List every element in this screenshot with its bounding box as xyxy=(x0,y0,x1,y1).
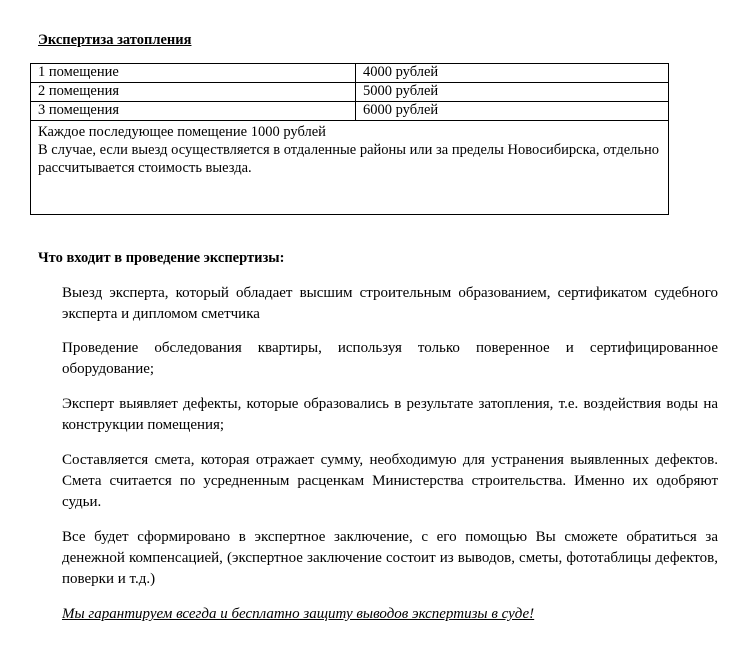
remote-area-note: В случае, если выезд осуществляется в отдаленные районы или за пределы Новосибирска, отдельно рассчитывается стоимость выезда. xyxy=(38,142,659,176)
table-row xyxy=(31,83,669,102)
price-cell: 4000 рублей xyxy=(356,64,669,83)
room-count-cell: 2 помещения xyxy=(31,83,356,102)
price-cell: 5000 рублей xyxy=(356,83,669,102)
table-row xyxy=(31,102,669,121)
price-cell: 6000 рублей xyxy=(356,102,669,121)
room-count-cell: 3 помещения xyxy=(31,102,356,121)
room-count-cell: 1 помещение xyxy=(31,64,356,83)
extra-room-note: Каждое последующее помещение 1000 рублей xyxy=(38,124,326,140)
guarantee-note: Мы гарантируем всегда и бесплатно защиту выводов экспертизы в суде! xyxy=(62,606,535,622)
table-note-cell xyxy=(31,121,669,215)
table-row xyxy=(31,64,669,83)
table-row xyxy=(31,121,669,215)
paragraph-defects: Эксперт выявляет дефекты, которые образовались в результате затопления, т.е. воздействия воды на конструкции помещения; xyxy=(62,396,718,433)
paragraph-expert-visit: Выезд эксперта, который обладает высшим строительным образованием, сертификатом судебного эксперта и дипломом сметчика xyxy=(62,285,718,322)
section-heading: Что входит в проведение экспертизы: xyxy=(38,250,285,266)
document-title: Экспертиза затопления xyxy=(38,32,192,48)
price-table xyxy=(30,63,669,215)
paragraph-inspection: Проведение обследования квартиры, используя только поверенное и сертифицированное оборудование; xyxy=(62,340,718,377)
paragraph-conclusion: Все будет сформировано в экспертное заключение, с его помощью Вы сможете обратиться за денежной компенсацией, (экспертное заключение состоит из выводов, сметы, фототаблицы дефектов, поверки и т.д.) xyxy=(62,529,718,587)
paragraph-estimate: Составляется смета, которая отражает сумму, необходимую для устранения выявленных дефектов. Смета считается по усредненным расценкам Министерства строительства. Именно их одобряют судьи. xyxy=(62,452,718,510)
